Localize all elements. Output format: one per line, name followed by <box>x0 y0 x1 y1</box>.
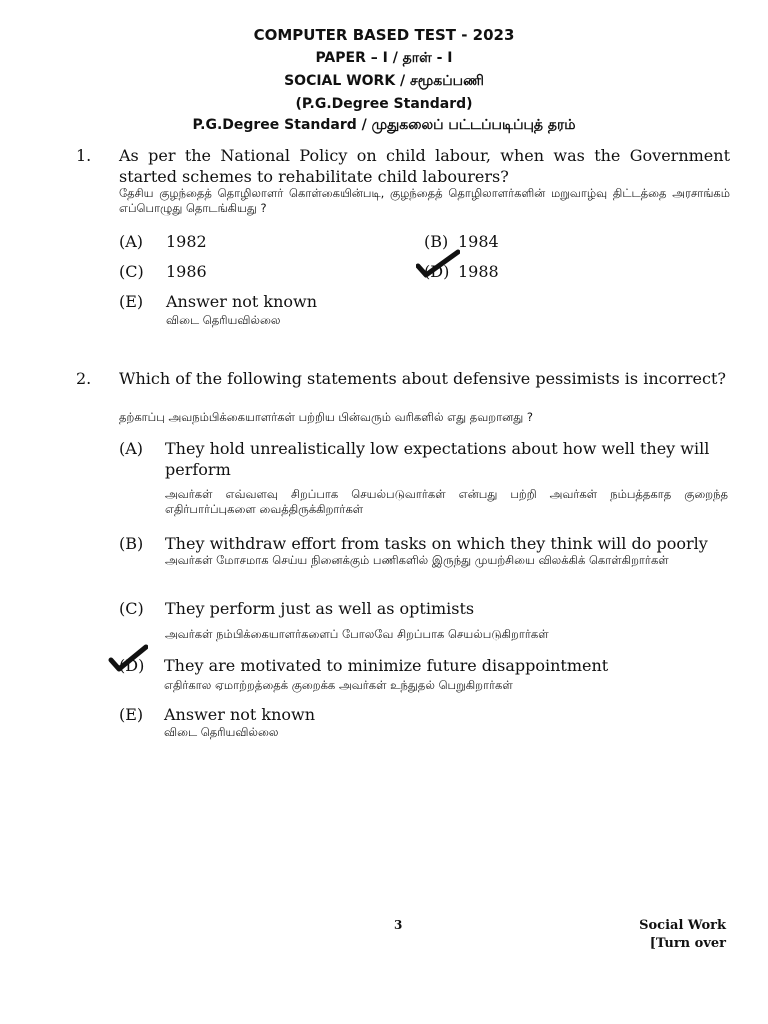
option-text-tamil: எதிர்கால ஏமாற்றத்தைக் குறைக்க அவர்கள் உந்துதல் பெறுகிறார்கள் <box>164 678 513 692</box>
option-text-tamil: அவர்கள் மோசமாக செய்ய நினைக்கும் பணிகளில் இருந்து முயற்சியை விலக்கிக் கொள்கிறார்கள் <box>165 553 669 567</box>
option-text: 1984 <box>458 232 499 251</box>
option-text-tamil: விடை தெரியவில்லை <box>166 313 281 327</box>
subject-title: SOCIAL WORK / சமூகப்பணி <box>284 73 484 89</box>
option-label: (E) <box>119 705 144 724</box>
option-text: Answer not known <box>164 705 316 724</box>
option-text: Answer not known <box>166 292 318 311</box>
option-text-tamil: அவர்கள் எவ்வளவு சிறப்பாக செயல்படுவார்கள் என்பது பற்றி அவர்கள் நம்பத்தகாத குறைந்த எதிர்பார்ப்புகளை வைத்திருக்கிறார்கள் <box>165 487 728 516</box>
option-text: They perform just as well as optimists <box>165 599 475 618</box>
option-text: They withdraw effort from tasks on which they think will do poorly <box>165 534 708 553</box>
option-label: (A) <box>119 232 144 251</box>
option-text: 1986 <box>166 262 207 281</box>
question-1-text: As per the National Policy on child labour, when was the Government started schemes to rehabilitate child labourers? <box>119 146 730 186</box>
test-title: COMPUTER BASED TEST - 2023 <box>253 26 515 44</box>
question-2-number: 2. <box>76 369 92 388</box>
option-label: (B) <box>119 534 144 553</box>
checkmark-icon <box>108 642 148 674</box>
footer-subject: Social Work <box>639 918 726 933</box>
option-text: They hold unrealistically low expectations about how well they will perform <box>165 439 710 479</box>
option-text: They are motivated to minimize future disappointment <box>164 656 609 675</box>
option-label: (D) <box>424 262 450 281</box>
checkmark-icon <box>416 248 460 280</box>
standard-title-bilingual: P.G.Degree Standard / முதுகலைப் பட்டப்படிப்புத் தரம் <box>192 117 576 133</box>
option-text: 1988 <box>458 262 499 281</box>
question-2-text-tamil: தற்காப்பு அவநம்பிக்கையாளர்கள் பற்றிய பின்வரும் வரிகளில் எது தவறானது ? <box>119 410 533 424</box>
option-label: (C) <box>119 599 144 618</box>
option-text-tamil: அவர்கள் நம்பிக்கையாளர்களைப் போலவே சிறப்பாக செயல்படுகிறார்கள் <box>165 627 549 641</box>
standard-title: (P.G.Degree Standard) <box>295 96 473 112</box>
question-2-text: Which of the following statements about defensive pessimists is incorrect? <box>119 369 726 388</box>
turn-over-label: [Turn over <box>649 936 726 951</box>
question-1-number: 1. <box>76 146 92 165</box>
option-label: (D) <box>119 656 145 675</box>
question-1-text-tamil: தேசிய குழந்தைத் தொழிலாளர் கொள்கையின்படி, குழந்தைத் தொழிலாளர்களின் மறுவாழ்வு திட்டத்தை அரசாங்கம் எப்பொழுது தொடங்கியது ? <box>119 186 730 215</box>
option-text: 1982 <box>166 232 207 251</box>
option-label: (B) <box>424 232 449 251</box>
option-label: (C) <box>119 262 144 281</box>
page-number: 3 <box>394 918 403 932</box>
option-label: (E) <box>119 292 144 311</box>
option-text-tamil: விடை தெரியவில்லை <box>164 725 279 739</box>
paper-title: PAPER – I / தாள் - I <box>315 50 453 66</box>
option-label: (A) <box>119 439 144 458</box>
